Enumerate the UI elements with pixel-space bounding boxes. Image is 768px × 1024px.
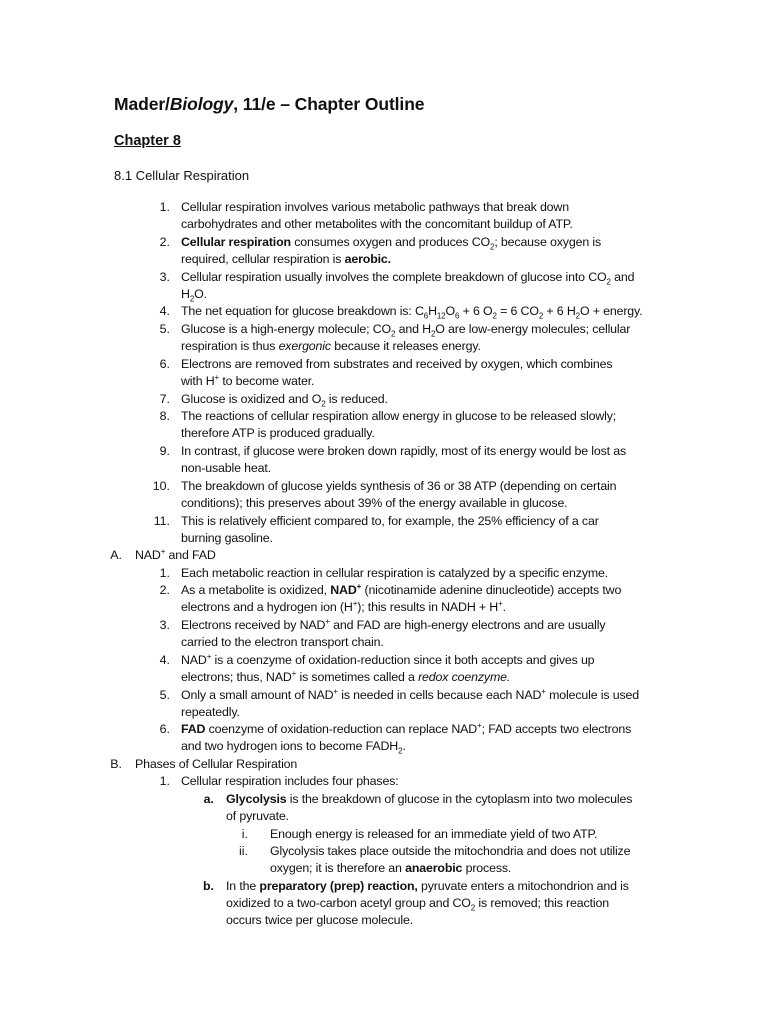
list-item-text: This is relatively efficient compared to, for example, the 25% efficiency of a car bbox=[181, 514, 599, 528]
list-number: 8. bbox=[159, 409, 170, 423]
list-item-text: burning gasoline. bbox=[181, 531, 273, 545]
outline-letter: B. bbox=[110, 757, 122, 771]
page-title bbox=[114, 94, 424, 115]
list-item-text: The breakdown of glucose yields synthesis of 36 or 38 ATP (depending on certain bbox=[181, 479, 617, 493]
list-number: 5. bbox=[159, 322, 170, 336]
list-item-text: oxidized to a two-carbon acetyl group and $CO_2$ is removed; this reaction bbox=[226, 896, 609, 913]
sublist-letter: b. bbox=[202, 879, 214, 893]
list-item-text: Glucose is oxidized and $O_2$ is reduced. bbox=[181, 392, 388, 409]
list-item-text: electrons; thus, NAD+ is sometimes called a redox coenzyme. bbox=[181, 668, 511, 684]
list-item-text: Cellular respiration involves various metabolic pathways that break down bbox=[181, 200, 569, 214]
list-item-text: repeatedly. bbox=[181, 705, 240, 719]
list-item-text: carried to the electron transport chain. bbox=[181, 635, 384, 649]
list-item-text: Cellular respiration includes four phases: bbox=[181, 774, 399, 788]
outline-letter: A. bbox=[110, 548, 122, 562]
title-prefix: Mader/ bbox=[114, 94, 170, 114]
list-item-text: Glycolysis takes place outside the mitochondria and does not utilize bbox=[270, 844, 631, 858]
list-item-text: electrons and a hydrogen ion (H+); this results in NADH + H+. bbox=[181, 598, 506, 614]
roman-numeral: i. bbox=[241, 827, 248, 841]
list-item-text: non-usable heat. bbox=[181, 461, 271, 475]
outline-heading: Phases of Cellular Respiration bbox=[135, 757, 298, 771]
list-item-text: NAD+ is a coenzyme of oxidation-reduction since it both accepts and gives up bbox=[181, 651, 595, 667]
list-item-text: of pyruvate. bbox=[226, 809, 289, 823]
list-number: 1. bbox=[159, 566, 170, 580]
list-item-text: Each metabolic reaction in cellular respiration is catalyzed by a specific enzyme. bbox=[181, 566, 609, 580]
list-item-text: Only a small amount of NAD+ is needed in cells because each NAD+ molecule is used bbox=[181, 686, 639, 702]
list-number: 6. bbox=[159, 357, 170, 371]
sublist-letter: a. bbox=[203, 792, 214, 806]
list-number: 4. bbox=[159, 304, 170, 318]
list-item-text: occurs twice per glucose molecule. bbox=[226, 913, 414, 927]
list-number: 9. bbox=[159, 444, 170, 458]
list-number: 11. bbox=[153, 514, 170, 528]
list-item-text: Electrons are removed from substrates and received by oxygen, which combines bbox=[181, 357, 613, 371]
title-italic: Biology bbox=[169, 94, 234, 114]
list-number: 4. bbox=[159, 653, 170, 667]
list-number: 3. bbox=[159, 270, 170, 284]
list-number: 6. bbox=[159, 722, 170, 736]
section-heading: 8.1 Cellular Respiration bbox=[114, 168, 250, 183]
list-number: 1. bbox=[159, 774, 170, 788]
outline-heading: NAD+ and FAD bbox=[135, 546, 216, 562]
list-number: 2. bbox=[159, 235, 170, 249]
list-number: 5. bbox=[159, 688, 170, 702]
list-item-text: As a metabolite is oxidized, NAD+ (nicotinamide adenine dinucleotide) accepts two bbox=[181, 581, 622, 597]
list-item-text: respiration is thus exergonic because it releases energy. bbox=[181, 339, 481, 353]
list-item-text: The net equation for glucose breakdown is: $C_6H_{12}O_6 + 6$ $O_2 = 6$ $CO_2 + 6$ $H_2O$ + energy. bbox=[181, 304, 643, 321]
list-number: 10. bbox=[152, 479, 170, 493]
list-item-text: Cellular respiration usually involves the complete breakdown of glucose into $CO_2$ and bbox=[181, 270, 635, 287]
list-item-text: FAD coenzyme of oxidation-reduction can replace NAD+; FAD accepts two electrons bbox=[181, 720, 632, 736]
roman-numeral: ii. bbox=[239, 844, 248, 858]
list-number: 3. bbox=[159, 618, 170, 632]
list-item-text: with H+ to become water. bbox=[181, 372, 315, 388]
list-item-text: carbohydrates and other metabolites with the concomitant buildup of ATP. bbox=[181, 217, 573, 231]
title-suffix: , 11/e – Chapter Outline bbox=[233, 94, 425, 114]
list-item-text: and two hydrogen ions to become $FADH_2$. bbox=[181, 739, 406, 756]
list-item-text: In the preparatory (prep) reaction, pyruvate enters a mitochondrion and is bbox=[226, 879, 629, 893]
list-item-text: therefore ATP is produced gradually. bbox=[181, 426, 375, 440]
list-item-text: Electrons received by NAD+ and FAD are high-energy electrons and are usually bbox=[181, 616, 606, 632]
list-item-text: In contrast, if glucose were broken down rapidly, most of its energy would be lost as bbox=[181, 444, 627, 458]
list-number: 1. bbox=[159, 200, 170, 214]
list-item-text: required, cellular respiration is aerobic. bbox=[181, 252, 391, 266]
list-item-text: conditions); this preserves about 39% of the energy available in glucose. bbox=[181, 496, 568, 510]
chapter-heading: Chapter 8 bbox=[114, 133, 181, 149]
list-item-text: The reactions of cellular respiration allow energy in glucose to be released slowly; bbox=[181, 409, 617, 423]
list-item-text: Cellular respiration consumes oxygen and produces $CO_2$; because oxygen is bbox=[181, 235, 601, 252]
list-item-text: Glucose is a high-energy molecule; $CO_2$ and $H_2O$ are low-energy molecules; cellular bbox=[181, 322, 631, 339]
list-item-text: $H_2O$. bbox=[181, 287, 207, 304]
list-number: 2. bbox=[159, 583, 170, 597]
list-item-text: Enough energy is released for an immediate yield of two ATP. bbox=[270, 827, 598, 841]
list-item-text: oxygen; it is therefore an anaerobic process. bbox=[270, 861, 512, 875]
list-item-text: Glycolysis is the breakdown of glucose in the cytoplasm into two molecules bbox=[226, 792, 633, 806]
list-number: 7. bbox=[159, 392, 170, 406]
